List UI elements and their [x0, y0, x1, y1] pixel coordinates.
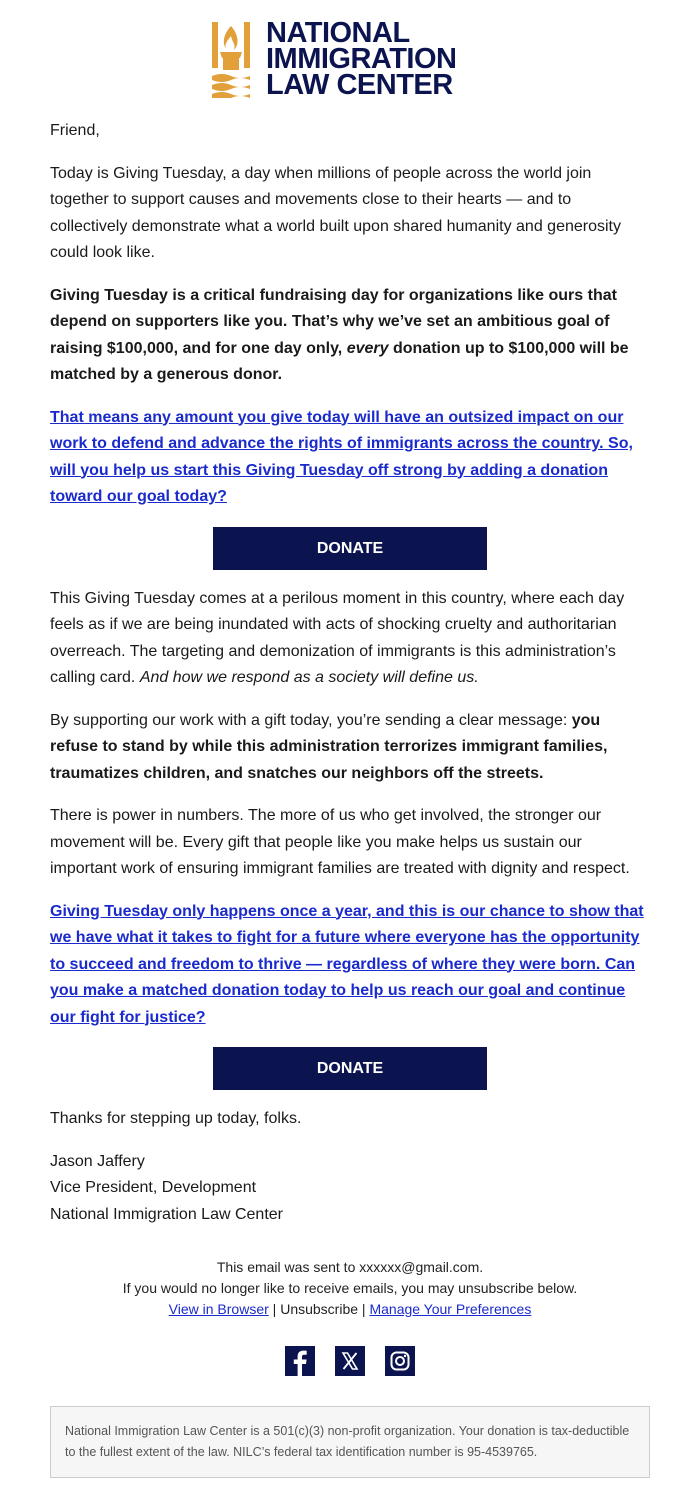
donate-text-link-2[interactable]: Giving Tuesday only happens once a year, and this is our chance to show that we have what it takes to fight for a future where everyone has the opportunity to succeed and freedom to thrive — regardless of where they were born. Can you make a matched donation today to help us reach our goal and continue our fight for justice? [50, 902, 644, 1026]
power-paragraph: There is power in numbers. The more of us who get involved, the stronger our movement will be. Every gift that people like you make helps us sustain our important work of ensuring immigrant families are treated with dignity and respect. [50, 807, 630, 877]
facebook-icon[interactable] [285, 1346, 315, 1376]
message-paragraph [50, 708, 650, 788]
donate-button-wrap-2 [50, 1047, 650, 1090]
message-text: By supporting our work with a gift today, you’re sending a clear message: [50, 711, 572, 729]
legal-disclaimer: National Immigration Law Center is a 501(c)(3) non-profit organization. Your donation is tax-deductible to the fullest extent of the law. NILC’s federal tax identification number is 95-4539765. [50, 1406, 650, 1478]
donate-button-2[interactable]: DONATE [213, 1047, 487, 1090]
donate-link-paragraph-1 [50, 405, 650, 511]
context-paragraph [50, 586, 650, 692]
x-icon[interactable] [335, 1346, 365, 1376]
social-links [0, 1346, 700, 1376]
unsubscribe-link[interactable]: Unsubscribe [280, 1301, 359, 1317]
email-header [0, 18, 700, 102]
brand-name-line: NATIONAL [266, 17, 410, 49]
footer-separator: | [358, 1301, 370, 1317]
goal-text-emphasis: every [346, 339, 389, 357]
brand-name [266, 17, 457, 101]
context-text: This Giving Tuesday comes at a perilous moment in this country, where each day feels as if we are being inundated with acts of shocking cruelty and authoritarian overreach. The targeting and demonization of immigrants is this administration’s calling card. [50, 589, 625, 686]
instagram-icon[interactable] [385, 1346, 415, 1376]
footer-separator: | [268, 1301, 281, 1317]
signature-org: National Immigration Law Center [50, 1205, 283, 1223]
intro-paragraph: Today is Giving Tuesday, a day when millions of people across the world join together to support causes and movements close to their hearts — and to collectively demonstrate what a world built upon shared humanity and generosity could look like. [50, 164, 621, 261]
context-emphasis: And how we respond as a society will define us. [139, 669, 479, 686]
donate-text-link-1[interactable]: That means any amount you give today will have an outsized impact on our work to defend and advance the rights of immigrants across the country. So, will you help us start this Giving Tuesday off strong by adding a donation toward our goal today? [50, 408, 633, 505]
signature [50, 1149, 650, 1229]
unsubscribe-note: If you would no longer like to receive emails, you may unsubscribe below. [122, 1280, 578, 1296]
email-body [50, 118, 650, 1228]
torch-logo-icon [212, 22, 250, 98]
donate-button[interactable]: DONATE [213, 527, 487, 570]
message-bold: you refuse to stand by while this administration terrorizes immigrant families, traumatizes children, and snatches our neighbors off the streets. [50, 711, 608, 782]
greeting: Friend, [50, 122, 100, 139]
donate-link-paragraph-2 [50, 899, 650, 1032]
manage-preferences-link[interactable]: Manage Your Preferences [369, 1301, 532, 1317]
goal-paragraph [50, 283, 650, 389]
brand-name-line: IMMIGRATION [266, 43, 457, 75]
donate-button-wrap-1 [50, 527, 650, 570]
signature-name: Jason Jaffery [50, 1152, 145, 1170]
signature-title: Vice President, Development [50, 1179, 257, 1196]
sent-to-line: This email was sent to xxxxxx@gmail.com. [216, 1259, 484, 1275]
brand-name-line: LAW CENTER [266, 69, 453, 101]
goal-text-b: donation up to $100,000 will be matched by a generous donor. [50, 339, 629, 383]
footer-links [0, 1299, 700, 1320]
view-in-browser-link[interactable]: View in Browser [168, 1301, 269, 1317]
email-footer [0, 1257, 700, 1320]
goal-text-a: Giving Tuesday is a critical fundraising day for organizations like ours that depend on supporters like you. That’s why we’ve set an ambitious goal of raising $100,000, and for one day only, [50, 286, 617, 357]
thanks-line: Thanks for stepping up today, folks. [50, 1110, 302, 1127]
